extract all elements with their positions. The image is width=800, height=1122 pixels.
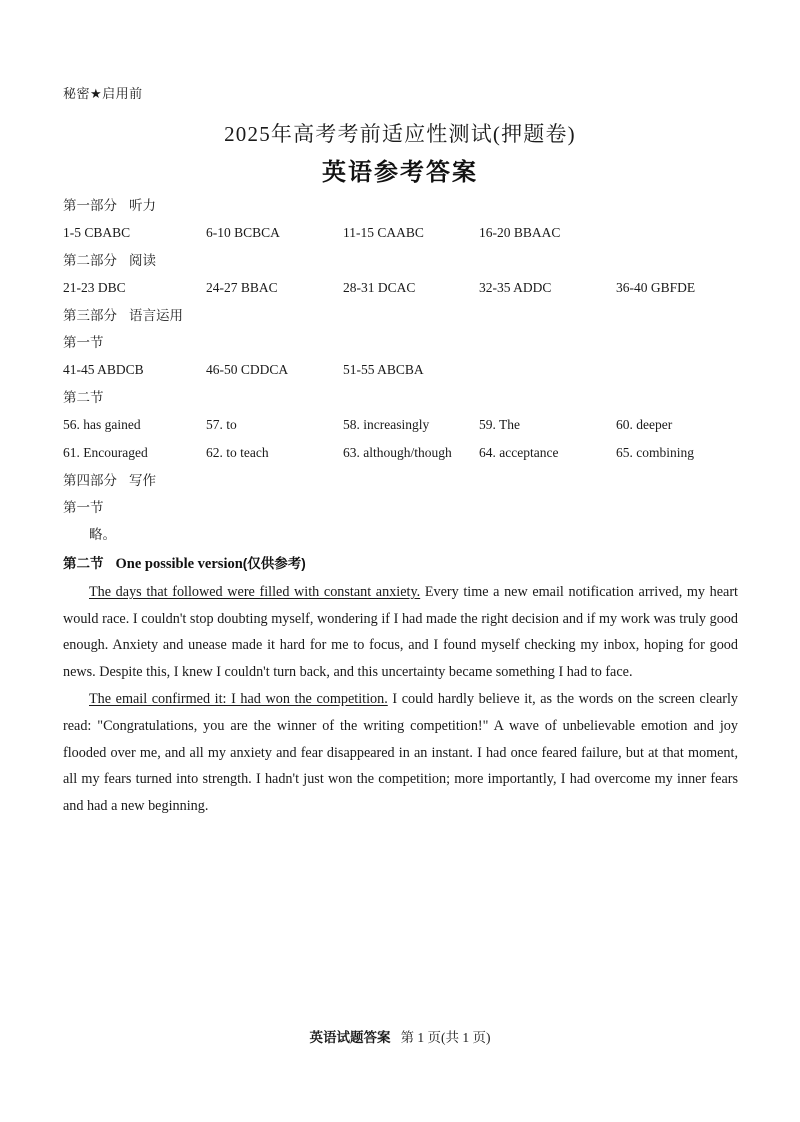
part4-section2-title-en: One possible version bbox=[115, 556, 243, 572]
answer-item: 64. acceptance bbox=[479, 445, 559, 460]
part3-heading-label: 第三部分 bbox=[63, 308, 117, 323]
answer-item: 41-45 ABDCB bbox=[63, 362, 144, 377]
answer-item: 28-31 DCAC bbox=[343, 280, 416, 295]
part2-heading bbox=[63, 247, 738, 274]
answer-item: 21-23 DBC bbox=[63, 280, 126, 295]
answer-item: 32-35 ADDC bbox=[479, 280, 552, 295]
part2-heading-name: 阅读 bbox=[129, 253, 156, 268]
part2-heading-label: 第二部分 bbox=[63, 253, 117, 268]
answer-item: 59. The bbox=[479, 417, 520, 432]
part1-heading-name: 听力 bbox=[129, 198, 156, 213]
answer-item: 1-5 CBABC bbox=[63, 225, 131, 240]
page-title: 2025年高考考前适应性测试(押题卷) bbox=[224, 122, 576, 146]
essay-paragraph-1 bbox=[63, 579, 738, 685]
answer-item: 6-10 BCBCA bbox=[206, 225, 280, 240]
part4-section2-label: 第二节 bbox=[63, 556, 104, 571]
part4-section2-heading bbox=[63, 549, 738, 579]
footer-page-number: 第 1 页(共 1 页) bbox=[400, 1030, 491, 1045]
footer-subject: 英语试题答案 bbox=[309, 1030, 391, 1045]
part4-heading-label: 第四部分 bbox=[63, 473, 117, 488]
part1-heading bbox=[63, 192, 738, 219]
answer-item: 24-27 BBAC bbox=[206, 280, 278, 295]
part1-heading-label: 第一部分 bbox=[63, 198, 117, 213]
answer-item: 63. although/though bbox=[343, 445, 452, 460]
part3-section1-label: 第一节 bbox=[63, 335, 104, 350]
essay-paragraph-2 bbox=[63, 686, 738, 819]
answer-item: 60. deeper bbox=[616, 417, 673, 432]
part4-section1-label: 第一节 bbox=[63, 500, 104, 515]
secret-notice: 秘密★启用前 bbox=[63, 86, 143, 101]
essay-paragraph-1-lead: The days that followed were filled with constant anxiety. bbox=[89, 584, 421, 600]
answer-item: 16-20 BBAAC bbox=[479, 225, 561, 240]
part4-heading-name: 写作 bbox=[129, 473, 156, 488]
answer-item: 46-50 CDDCA bbox=[206, 362, 289, 377]
answer-item: 36-40 GBFDE bbox=[616, 280, 696, 295]
essay-paragraph-2-rest: I could hardly believe it, as the words on the screen clearly read: "Congratulations, you are the winner of the writing competition!" A wave of unbelievable emotion and joy flooded over me, and all my anxiety and fear disappeared in an instant. I had once feared failure, but at that moment, all my fears turned into strength. I hadn't just won the competition; more importantly, I had overcome my inner fears and had a new beginning. bbox=[63, 691, 738, 814]
answer-item: 62. to teach bbox=[206, 445, 269, 460]
part1-answer-row bbox=[63, 219, 738, 247]
part2-answer-row bbox=[63, 274, 738, 302]
part4-section2-title-cn: (仅供参考) bbox=[242, 556, 306, 571]
part3-section2-answer-row-1 bbox=[63, 411, 738, 439]
part3-heading-name: 语言运用 bbox=[129, 308, 183, 323]
answer-item: 61. Encouraged bbox=[63, 445, 148, 460]
answer-item: 56. has gained bbox=[63, 417, 141, 432]
part3-section2-label: 第二节 bbox=[63, 390, 104, 405]
part4-section1-body: 略。 bbox=[89, 527, 116, 542]
answer-item: 65. combining bbox=[616, 445, 694, 460]
answer-item: 51-55 ABCBA bbox=[343, 362, 424, 377]
part3-section1-answer-row bbox=[63, 356, 738, 384]
answer-item: 11-15 CAABC bbox=[343, 225, 424, 240]
answer-item: 57. to bbox=[206, 417, 237, 432]
part3-heading bbox=[63, 302, 738, 329]
page-footer bbox=[0, 1026, 800, 1046]
answer-item: 58. increasingly bbox=[343, 417, 430, 432]
essay-paragraph-2-lead: The email confirmed it: I had won the competition. bbox=[89, 691, 388, 708]
answers-body bbox=[63, 192, 738, 819]
page-subtitle: 英语参考答案 bbox=[322, 159, 478, 186]
essay-paragraph-1-rest: Every time a new email notification arrived, my heart would race. I couldn't stop doubting myself, wondering if I had made the right decision and if my work was truly good enough. Anxiety and unease made it hard for me to focus, and I found myself checking my inbox, hoping for good news. Despite this, I knew I couldn't turn back, and this uncertainty became something I had to face. bbox=[63, 584, 738, 680]
part4-heading bbox=[63, 467, 738, 494]
part3-section2-answer-row-2 bbox=[63, 439, 738, 467]
